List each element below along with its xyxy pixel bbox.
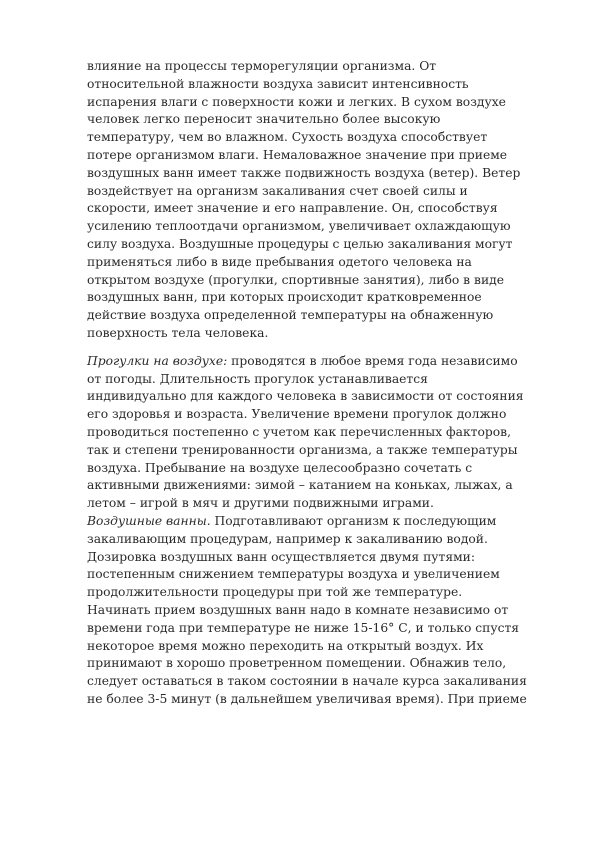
text-line: открытом воздухе (прогулки, спортивные занятия), либо в виде [87,272,504,287]
text-line: некоторое время можно переходить на открытый воздух. Их [87,638,484,653]
text-line: не более 3-5 минут (в дальнейшем увеличивая время). При приеме [87,691,527,706]
text-line: испарения влаги с поверхности кожи и легких. В сухом воздухе [87,94,506,109]
text-line: поверхность тела человека. [87,325,269,340]
text-line: летом – игрой в мяч и другими подвижными играми. [87,496,434,511]
text-line: проводиться постепенно с учетом как перечисленных факторов, [87,424,511,439]
text-line: принимают в хорошо проветренном помещении. Обнажив тело, [87,656,507,671]
text-line: усилению теплоотдачи организмом, увеличивает охлаждающую [87,219,511,234]
text-line: от погоды. Длительность прогулок устанавливается [87,371,428,386]
text-line: относительной влажности воздуха зависит интенсивность [87,76,469,91]
text-line: следует оставаться в таком состоянии в начале курса закаливания [87,674,527,689]
text-line: закаливающим процедурам, например к закаливанию водой. [87,531,488,546]
text-line: температуру, чем во влажном. Сухость воздуха способствует [87,130,488,145]
paragraph-air-humidity [87,58,557,343]
text-line: его здоровья и возраста. Увеличение времени прогулок должно [87,407,507,422]
text-line: воздуха. Пребывание на воздухе целесообразно сочетать с [87,460,473,475]
text-line [87,513,557,531]
walks-first-line: проводятся в любое время года независимо [227,353,518,368]
text-line: индивидуально для каждого человека в зависимости от состояния [87,389,524,404]
text-line: потере организмом влаги. Немаловажное значение при приеме [87,147,508,162]
air-baths-first-line: Подготавливают организм к последующим [210,513,497,528]
text-line: Начинать прием воздушных ванн надо в комнате независимо от [87,602,509,617]
text-line: воздушных ванн имеет также подвижность воздуха (ветер). Ветер [87,165,521,180]
air-baths-heading: Воздушные ванны. [87,513,211,528]
text-line: воздействует на организм закаливания счет своей силы и [87,183,468,198]
text-line: воздушных ванн, при которых происходит кратковременное [87,290,482,305]
text-line: продолжительности процедуры при той же температуре. [87,585,463,600]
paragraph-air-baths [87,513,557,709]
text-line: человек легко переносит значительно более высокую [87,112,441,127]
paragraph-spacer [87,343,557,353]
document-body [87,58,557,709]
text-line [87,353,557,371]
text-line: так и степени тренированности организма, а также температуры [87,442,518,457]
text-line: Дозировка воздушных ванн осуществляется двумя путями: [87,549,475,564]
text-line: постепенным снижением температуры воздуха и увеличением [87,567,500,582]
walks-heading: Прогулки на воздухе: [87,353,228,368]
text-line: активными движениями: зимой – катанием на коньках, лыжах, а [87,478,513,493]
paragraph-walks [87,353,557,513]
text-line: времени года при температуре не ниже 15-16° С, и только спустя [87,620,520,635]
text-line: силу воздуха. Воздушные процедуры с целью закаливания могут [87,236,513,251]
text-line: применяться либо в виде пребывания одетого человека на [87,254,472,269]
text-line: влияние на процессы терморегуляции организма. От [87,59,437,73]
text-line: скорости, имеет значение и его направление. Он, способствуя [87,201,498,216]
text-line: действие воздуха определенной температуры на обнаженную [87,308,494,323]
